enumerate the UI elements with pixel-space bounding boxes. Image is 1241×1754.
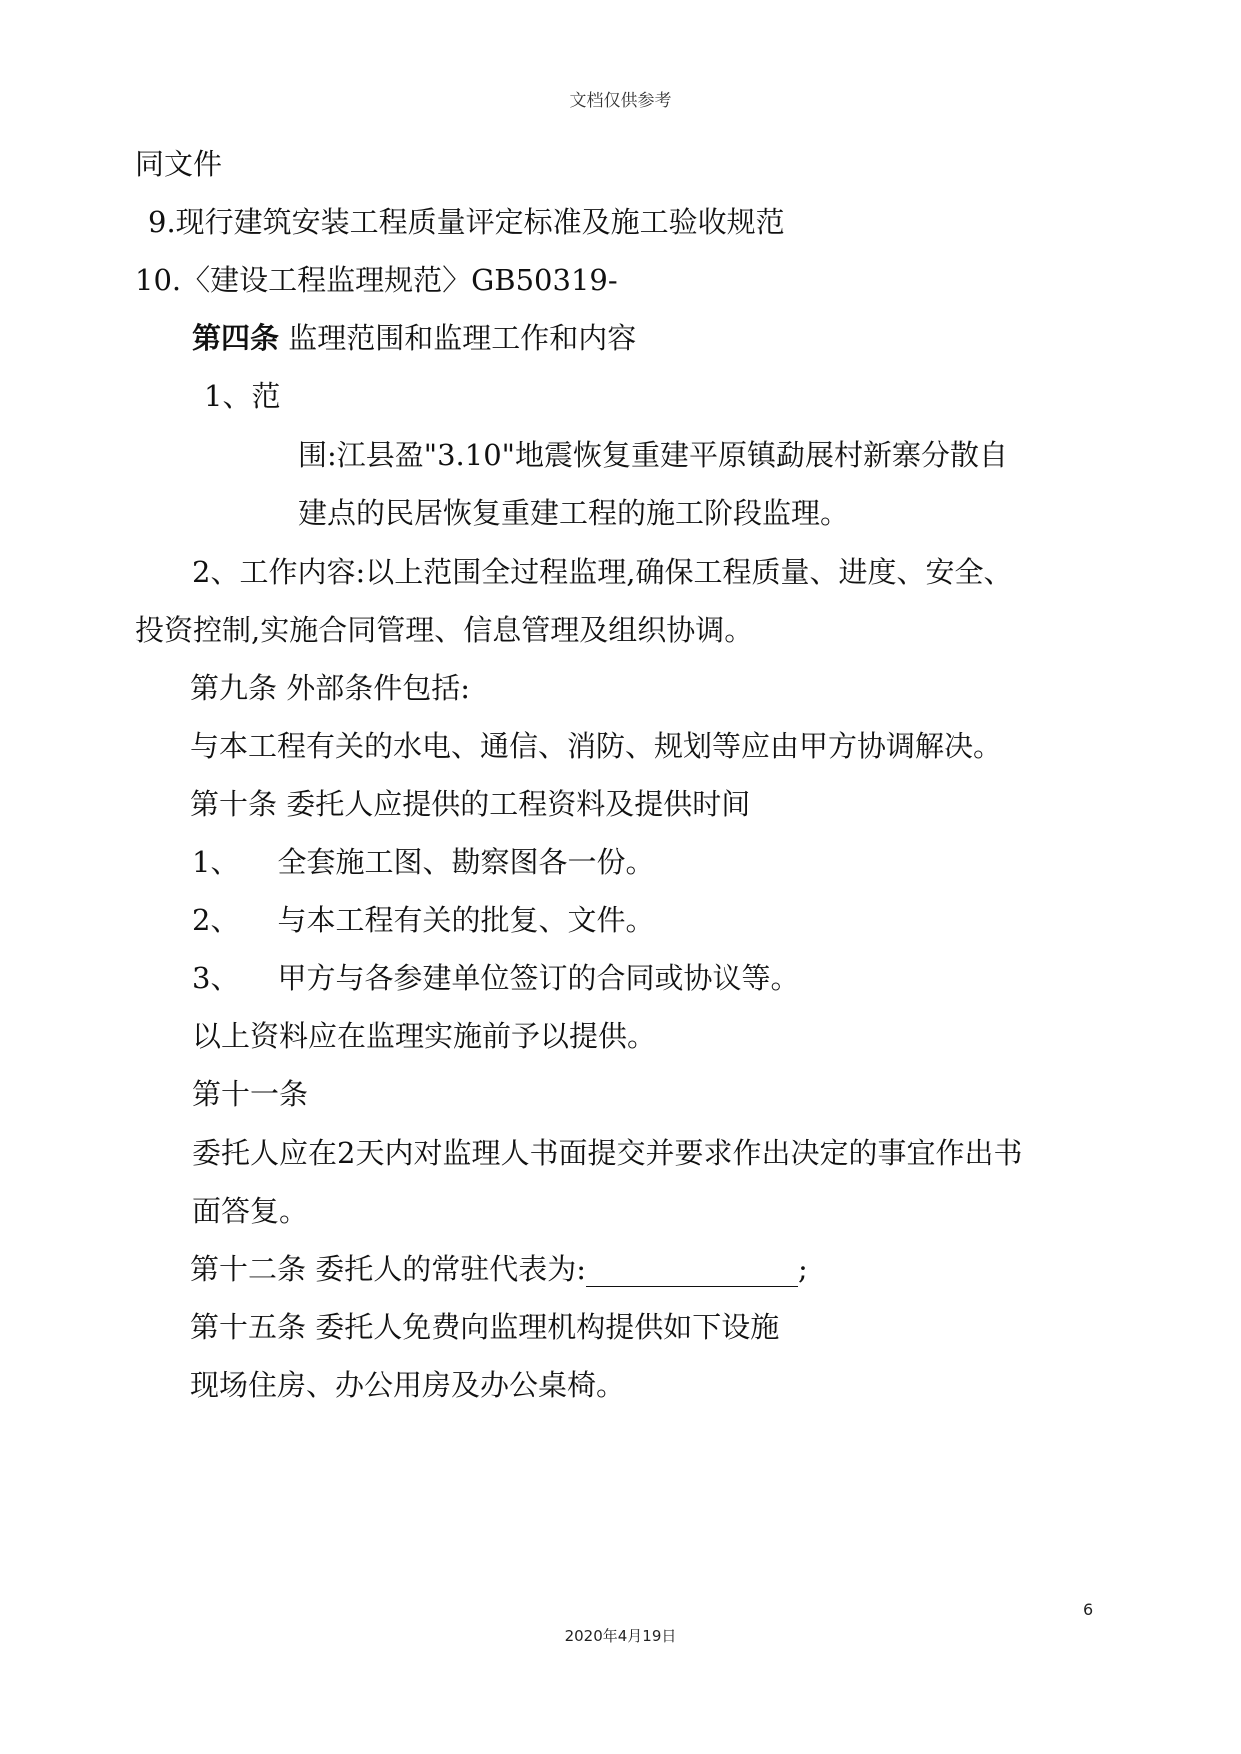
page-header: 文档仅供参考	[569, 91, 672, 111]
scope-item-1: 1、范	[204, 379, 281, 413]
list-item-1	[192, 844, 654, 880]
line-same-document: 同文件	[135, 147, 223, 181]
article-15-body: 现场住房、办公用房及办公桌椅。	[190, 1368, 626, 1402]
article-12-text: 第十二条 委托人的常驻代表为:	[190, 1252, 586, 1286]
article-11-heading: 第十一条	[192, 1077, 309, 1111]
article-4-heading	[192, 320, 636, 356]
article-10-heading: 第十条 委托人应提供的工程资料及提供时间	[190, 787, 751, 821]
article-12-semicolon: ;	[798, 1252, 808, 1286]
work-content-line-1: 2、工作内容:以上范围全过程监理,确保工程质量、进度、安全、	[192, 555, 1013, 589]
list-item-2	[192, 902, 654, 938]
article-11-body-2: 面答复。	[192, 1194, 309, 1228]
list-item-3	[192, 960, 799, 996]
list-item-number: 1、	[192, 845, 240, 879]
article-9-heading: 第九条 外部条件包括:	[190, 671, 470, 705]
scope-description-2: 建点的民居恢复重建工程的施工阶段监理。	[298, 496, 850, 530]
article-12-line	[190, 1251, 808, 1287]
article-15-heading: 第十五条 委托人免费向监理机构提供如下设施	[190, 1310, 780, 1344]
line-item-9: 9.现行建筑安装工程质量评定标准及施工验收规范	[148, 205, 785, 239]
article-11-body-1: 委托人应在2天内对监理人书面提交并要求作出决定的事宜作出书	[192, 1136, 1023, 1170]
list-item-text: 与本工程有关的批复、文件。	[277, 903, 655, 937]
list-item-text: 甲方与各参建单位签订的合同或协议等。	[277, 961, 800, 995]
materials-provision-note: 以上资料应在监理实施前予以提供。	[192, 1019, 657, 1053]
article-4-title: 监理范围和监理工作和内容	[279, 321, 637, 355]
line-item-10: 10.〈建设工程监理规范〉GB50319-	[135, 263, 618, 297]
work-content-line-2: 投资控制,实施合同管理、信息管理及组织协调。	[135, 613, 754, 647]
scope-description-1: 围:江县盈"3.10"地震恢复重建平原镇勐展村新寨分散自	[298, 438, 1009, 472]
representative-blank-field	[586, 1260, 798, 1287]
list-item-number: 3、	[192, 961, 240, 995]
article-4-label: 第四条	[192, 321, 280, 355]
article-9-body: 与本工程有关的水电、通信、消防、规划等应由甲方协调解决。	[190, 729, 1003, 763]
list-item-number: 2、	[192, 903, 240, 937]
footer-date: 2020年4月19日	[564, 1627, 677, 1645]
page-number: 6	[1083, 1600, 1094, 1619]
list-item-text: 全套施工图、勘察图各一份。	[277, 845, 655, 879]
